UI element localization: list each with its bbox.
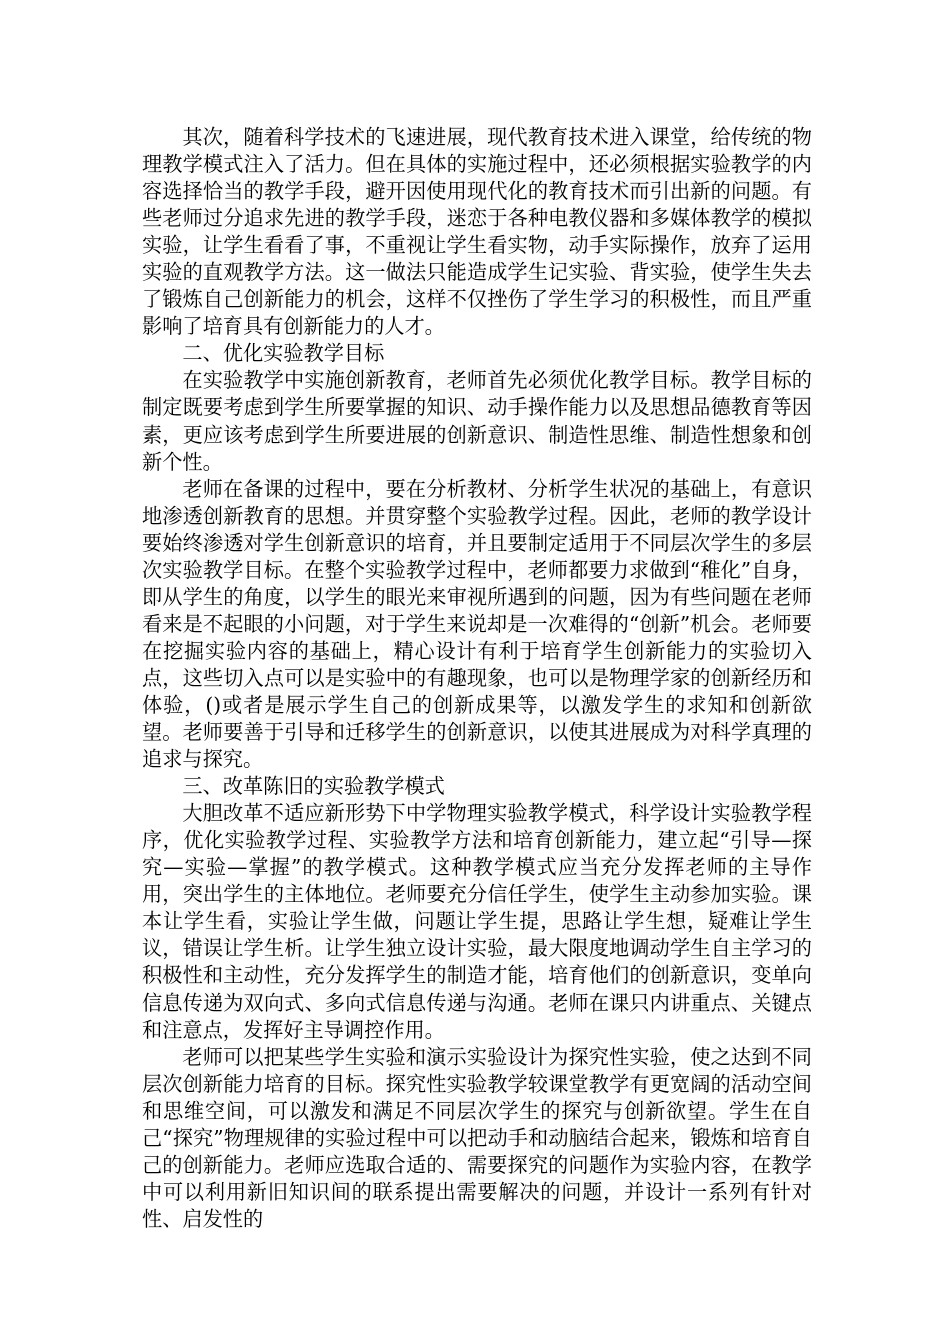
paragraph-2: 在实验教学中实施创新教育，老师首先必须优化教学目标。教学目标的制定既要考虑到学生所要掌握的知识、动手操作能力以及思想品德教育等因素，更应该考虑到学生所要进展的创新意识、制造性思维、制造性想象和创新个性。 [142, 368, 812, 474]
paragraph-4: 大胆改革不适应新形势下中学物理实验教学模式，科学设计实验教学程序，优化实验教学过程、实验教学方法和培育创新能力，建立起“引导—探究—实验—掌握”的教学模式。这种教学模式应当充分发挥老师的主导作用，突出学生的主体地位。老师要充分信任学生，使学生主动参加实验。课本让学生看，实验让学生做，问题让学生提，思路让学生想，疑难让学生议，错误让学生析。让学生独立设计实验，最大限度地调动学生自主学习的积极性和主动性，充分发挥学生的制造才能，培育他们的创新意识，变单向信息传递为双向式、多向式信息传递与沟通。老师在课只内讲重点、关键点和注意点，发挥好主导调控作用。 [142, 801, 812, 1042]
paragraph-5: 老师可以把某些学生实验和演示实验设计为探究性实验，使之达到不同层次创新能力培育的目标。探究性实验教学较课堂教学有更宽阔的活动空间和思维空间，可以激发和满足不同层次学生的探究与创新欲望。学生在自己“探究”物理规律的实验过程中可以把动手和动脑结合起来，锻炼和培育自己的创新能力。老师应选取合适的、需要探究的问题作为实验内容，在教学中可以利用新旧知识间的联系提出需要解决的问题，并设计一系列有针对性、启发性的 [142, 1044, 812, 1231]
paragraph-3: 老师在备课的过程中，要在分析教材、分析学生状况的基础上，有意识地渗透创新教育的思想。并贯穿整个实验教学过程。因此，老师的教学设计要始终渗透对学生创新意识的培育，并且要制定适用于不同层次学生的多层次实验教学目标。在整个实验教学过程中，老师都要力求做到“稚化”自身，即从学生的角度，以学生的眼光来审视所遇到的问题，因为有些问题在老师看来是不起眼的小问题，对于学生来说却是一次难得的“创新”机会。老师要在挖掘实验内容的基础上，精心设计有利于培育学生创新能力的实验切入点，这些切入点可以是实验中的有趣现象，也可以是物理学家的创新经历和体验，()或者是展示学生自己的创新成果等，以激发学生的求知和创新欲望。老师要善于引导和迁移学生的创新意识，以使其进展成为对科学真理的追求与探究。 [142, 476, 812, 772]
section-heading-2: 二、优化实验教学目标 [182, 341, 385, 366]
paragraph-1: 其次，随着科学技术的飞速进展，现代教育技术进入课堂，给传统的物理教学模式注入了活力。但在具体的实施过程中，还必须根据实验教学的内容选择恰当的教学手段，避开因使用现代化的教育技术而引出新的问题。有些老师过分追求先进的教学手段，迷恋于各种电教仪器和多媒体教学的模拟实验，让学生看看了事，不重视让学生看实物，动手实际操作，放弃了运用实验的直观教学方法。这一做法只能造成学生记实验、背实验，使学生失去了锻炼自己创新能力的机会，这样不仅挫伤了学生学习的积极性，而且严重影响了培育具有创新能力的人才。 [142, 125, 812, 339]
document-body [142, 124, 812, 1233]
section-heading-3: 三、改革陈旧的实验教学模式 [182, 774, 445, 799]
